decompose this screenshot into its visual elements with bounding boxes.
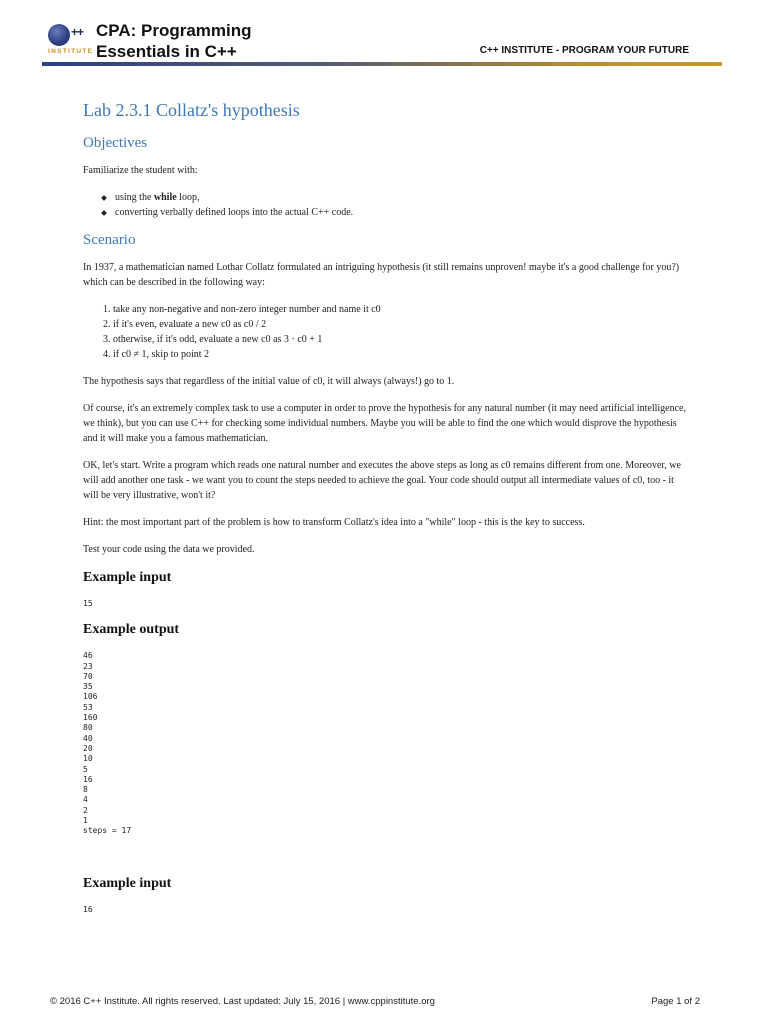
example-input-heading: Example input [83,875,172,891]
cpp-institute-logo [44,20,94,58]
objective-keyword: while [153,192,177,203]
objective-item [115,190,688,205]
scenario-paragraph: In 1937, a mathematician named Lothar Collatz formulated an intriguing hypothesis (it still remains unproven! maybe it's a good challenge for you?) which can be described in the following way: [83,262,680,288]
objective-item: converting verbally defined loops into the actual C++ code. [115,205,688,220]
example-output-code: 46 23 70 35 106 53 160 80 40 20 10 5 16 8 4 2 1 steps = 17 [83,651,132,836]
course-title-line2: Essentials in C++ [96,42,237,61]
example-output-heading: Example output [83,622,180,638]
page-number: Page 1 of 2 [651,996,700,1007]
objective-text: using the [115,192,154,203]
scenario-paragraph: Of course, it's an extremely complex task to use a computer in order to prove the hypothesis for any natural number (it may need artificial intelligence, we think), but you can use C++ for checking some individual numbers. Maybe you will be able to find the one which would disprove the hypothesis and it will make you a famous mathematician. [83,403,686,444]
logo-globe-icon [48,24,70,46]
footer-copyright: © 2016 C++ Institute. All rights reserved. Last updated: July 15, 2016 | www.cppinstitute.org [50,996,435,1007]
collatz-steps-list [83,302,688,362]
course-title-line1: CPA: Programming [96,21,252,40]
step-item: 1. take any non-negative and non-zero integer number and name it c0 [113,302,688,317]
logo-plus: ++ [71,25,84,39]
step-item: 2. if it's even, evaluate a new c0 as c0 / 2 [113,317,688,332]
example-input-code: 16 [83,904,93,914]
scenario-heading: Scenario [83,232,136,248]
example-input-code: 15 [83,599,93,608]
scenario-paragraph: The hypothesis says that regardless of the initial value of c0, it will always (always!) go to 1. [83,376,455,387]
objectives-list [83,190,688,220]
logo-text: INSTITUTE [48,48,94,55]
lab-title: Lab 2.3.1 Collatz's hypothesis [83,100,300,120]
scenario-paragraph: Test your code using the data we provided. [83,544,255,555]
step-item: 4. if c0 ≠ 1, skip to point 2 [113,347,688,362]
objectives-intro: Familiarize the student with: [83,165,198,176]
step-item: 3. otherwise, if it's odd, evaluate a new c0 as 3 ⋅ c0 + 1 [113,332,688,347]
example-input-heading: Example input [83,570,172,585]
scenario-paragraph: OK, let's start. Write a program which reads one natural number and executes the above steps as long as c0 remains different from one. Moreover, we will add another one task - we want you to count the steps needed to achieve the goal. Your code should output all intermediate values of c0, too - it will be very illustrative, won't it? [83,460,681,501]
page-header [0,0,768,70]
course-title [96,20,252,62]
hint-paragraph: Hint: the most important part of the problem is how to transform Collatz's idea into a "while" loop - this is the key to success. [83,517,585,528]
header-tagline: C++ INSTITUTE - PROGRAM YOUR FUTURE [479,45,689,56]
document-body [83,98,688,927]
objective-text: loop, [176,192,200,203]
header-divider [42,62,722,66]
objectives-heading: Objectives [83,135,148,151]
